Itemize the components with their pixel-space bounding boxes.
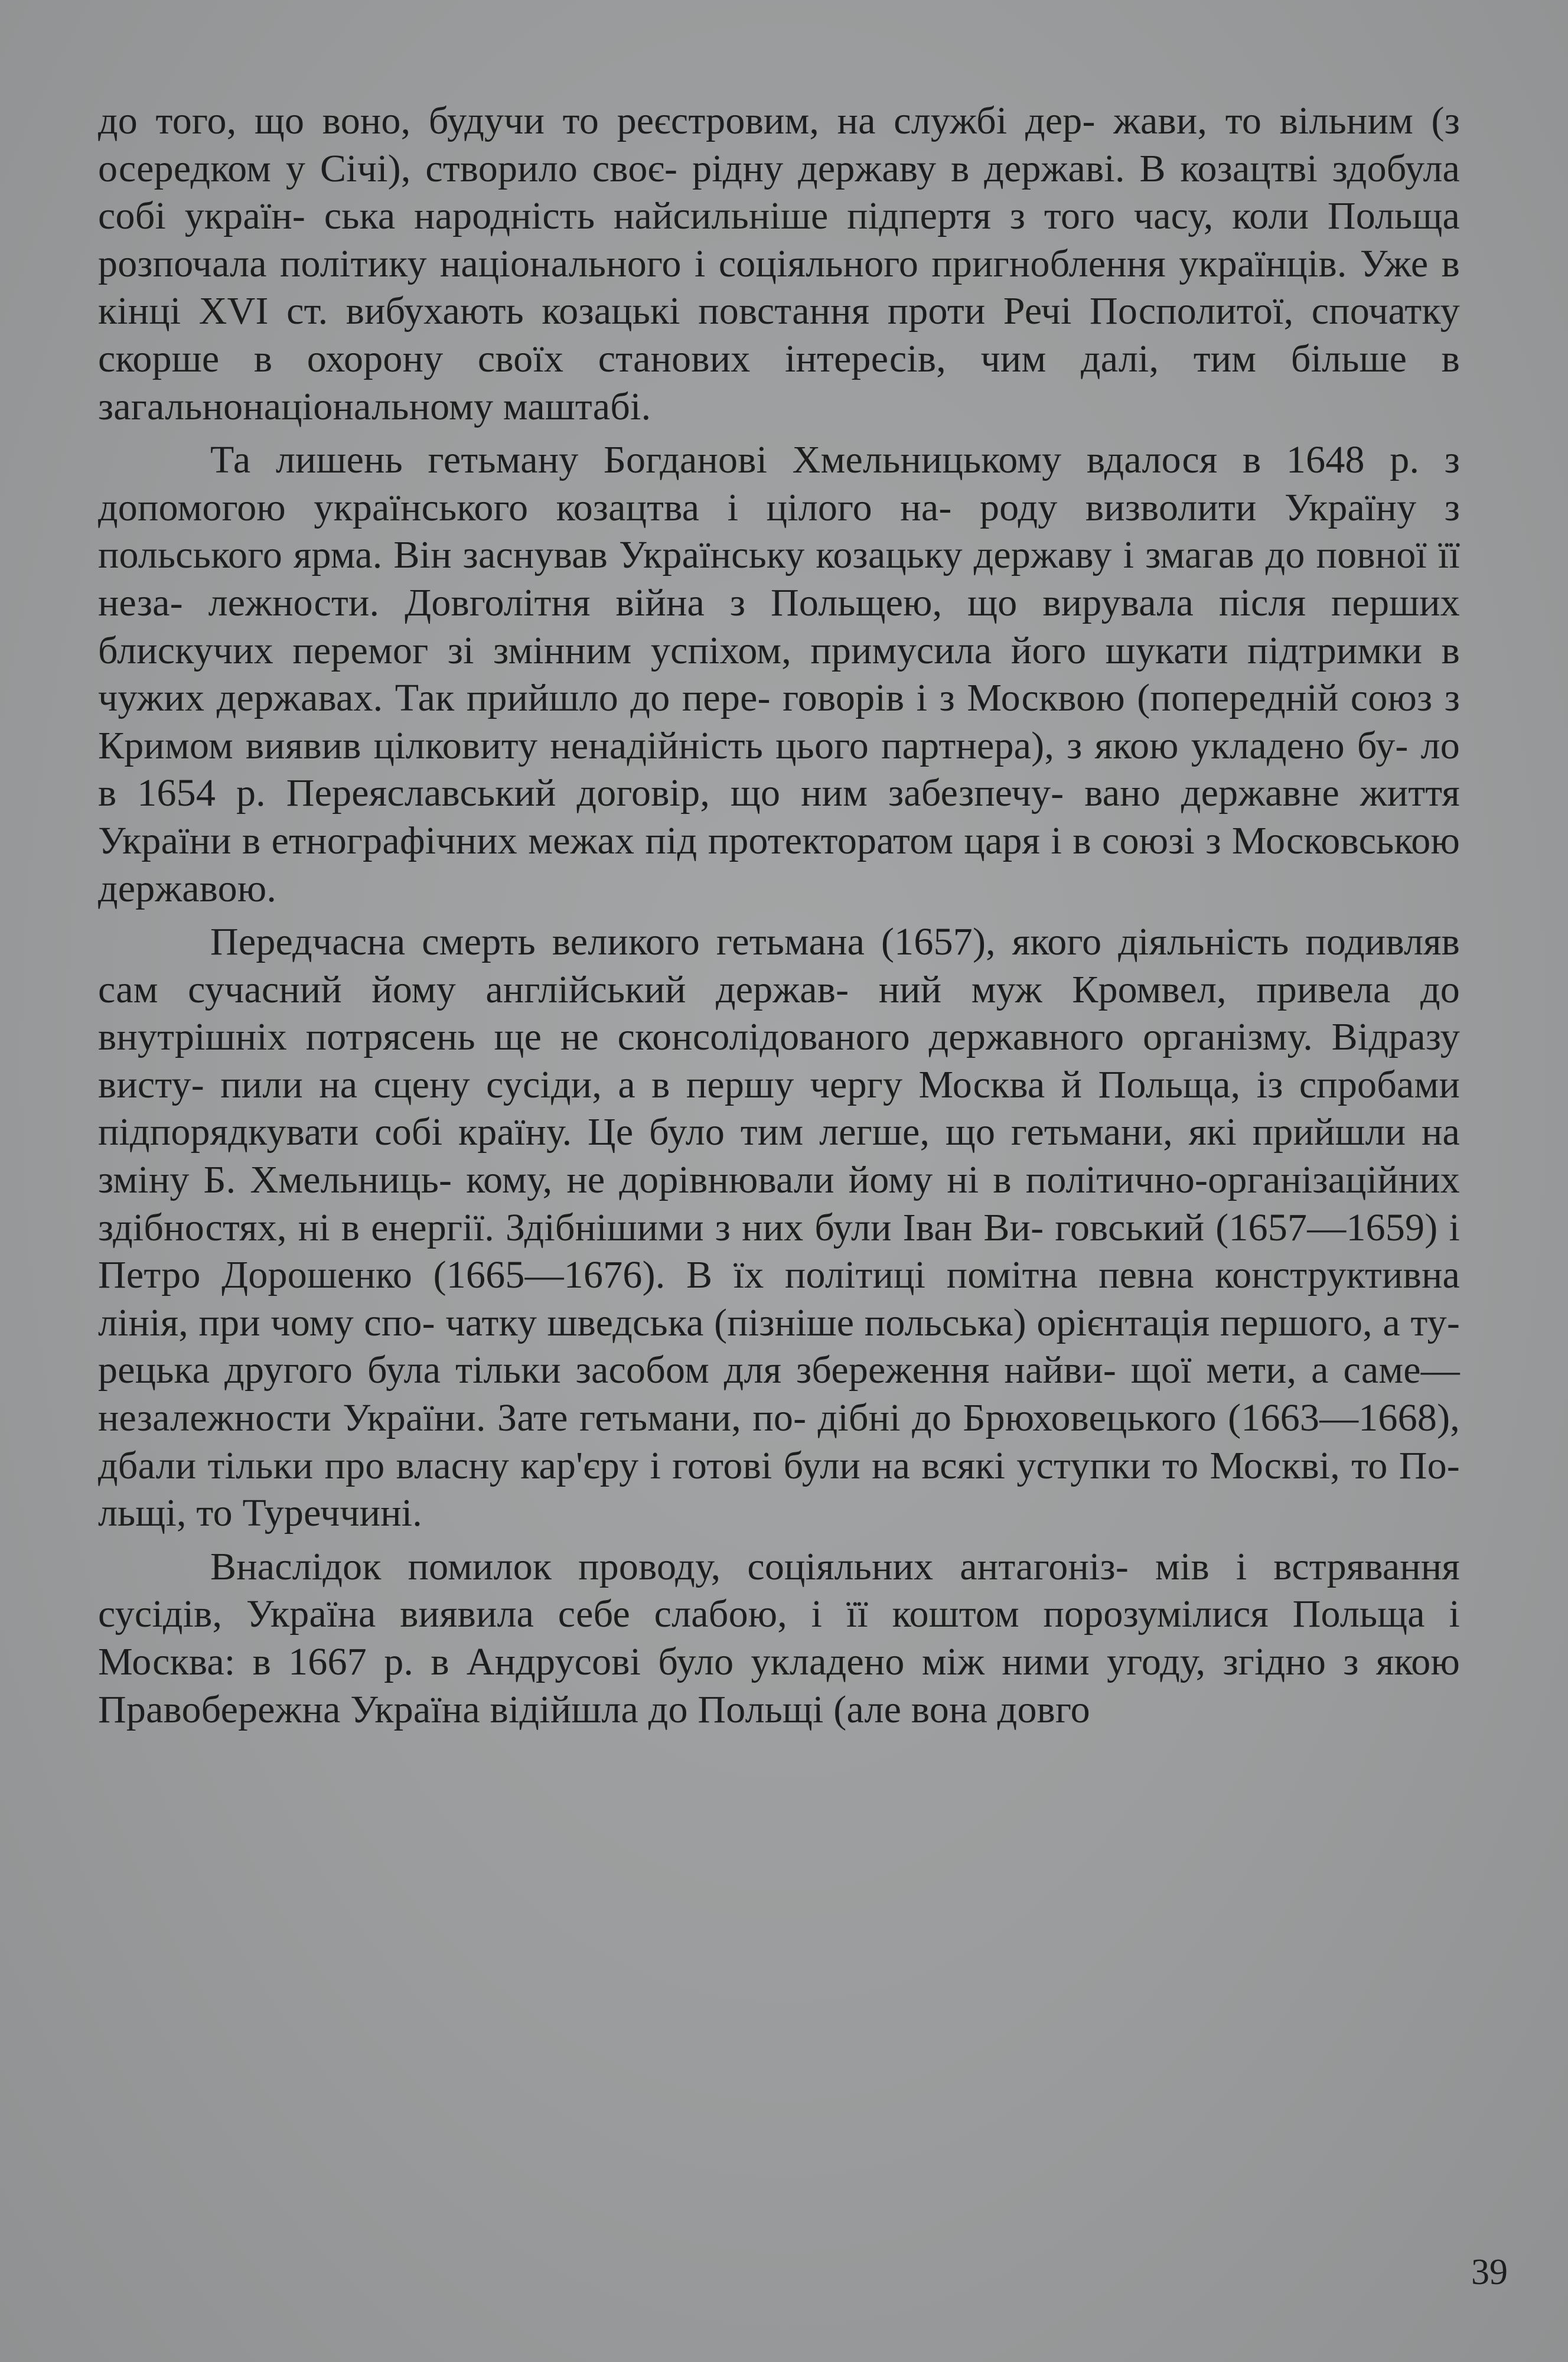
paragraph-3: Передчасна смерть великого гетьмана (1657), якого діяльність подивляв сам сучасний йому англійський держав- ний муж Кромвел, привела до внутрішніх потрясень ще не сконсолідованого державного організму. Відразу висту- пили на сцену сусіди, а в першу чергу Москва й Польща, із спробами підпорядкувати собі країну. Це було тим легше, що гетьмани, які прийшли на зміну Б. Хмельниць- кому, не дорівнювали йому ні в політично-організаційних здібностях, ні в енергії. Здібнішими з них були Іван Ви- говський (1657—1659) і Петро Дорошенко (1665—1676). В їх політиці помітна певна конструктивна лінія, при чому спо- чатку шведська (пізніше польська) орієнтація першого, а ту- рецька другого була тільки засобом для збереження найви- щої мети, а саме—незалежности України. Зате гетьмани, по- дібні до Брюховецького (1663—1668), дбали тільки про власну кар'єру і готові були на всякі уступки то Москві, то По- льщі, то Туреччині. xyxy=(98,920,1460,1535)
page-number: 39 xyxy=(1471,2252,1508,2292)
paragraph-2: Та лишень гетьману Богданові Хмельницькому вдалося в 1648 р. з допомогою українського козацтва і цілого на- роду визволити Україну з польського ярма. Він заснував Українську козацьку державу і змагав до повної її неза- лежности. Довголітня війна з Польщею, що вирувала після перших блискучих перемог зі змінним успіхом, примусила його шукати підтримки в чужих державах. Так прийшло до пере- говорів і з Москвою (попередній союз з Кримом виявив цілковиту ненадійність цього партнера), з якою укладено бу- ло в 1654 р. Переяславський договір, що ним забезпечу- вано державне життя України в етнографічних межах під протекторатом царя і в союзі з Московською державою. xyxy=(98,438,1460,910)
body-text xyxy=(98,97,1460,1734)
paragraph-4: Внаслідок помилок проводу, соціяльних антагоніз- мів і встрявання сусідів, Україна виявила себе слабою, і її коштом порозумілися Польща і Москва: в 1667 р. в Андрусові було укладено між ними угоду, згідно з якою Правобережна Україна відійшла до Польщі (але вона довго xyxy=(98,1545,1460,1731)
paragraph-1: до того, що воно, будучи то реєстровим, на службі дер- жави, то вільним (з осередком у Січі), створило своє- рідну державу в державі. В козацтві здобула собі україн- ська народність найсильніше підпертя з того часу, коли Польща розпочала політику національного і соціяльного пригноблення українців. Уже в кінці XVI ст. вибухають козацькі повстання проти Речі Посполитої, спочатку скорше в охорону своїх станових інтересів, чим далі, тим більше в загальнонаціональному маштабі. xyxy=(98,99,1460,428)
